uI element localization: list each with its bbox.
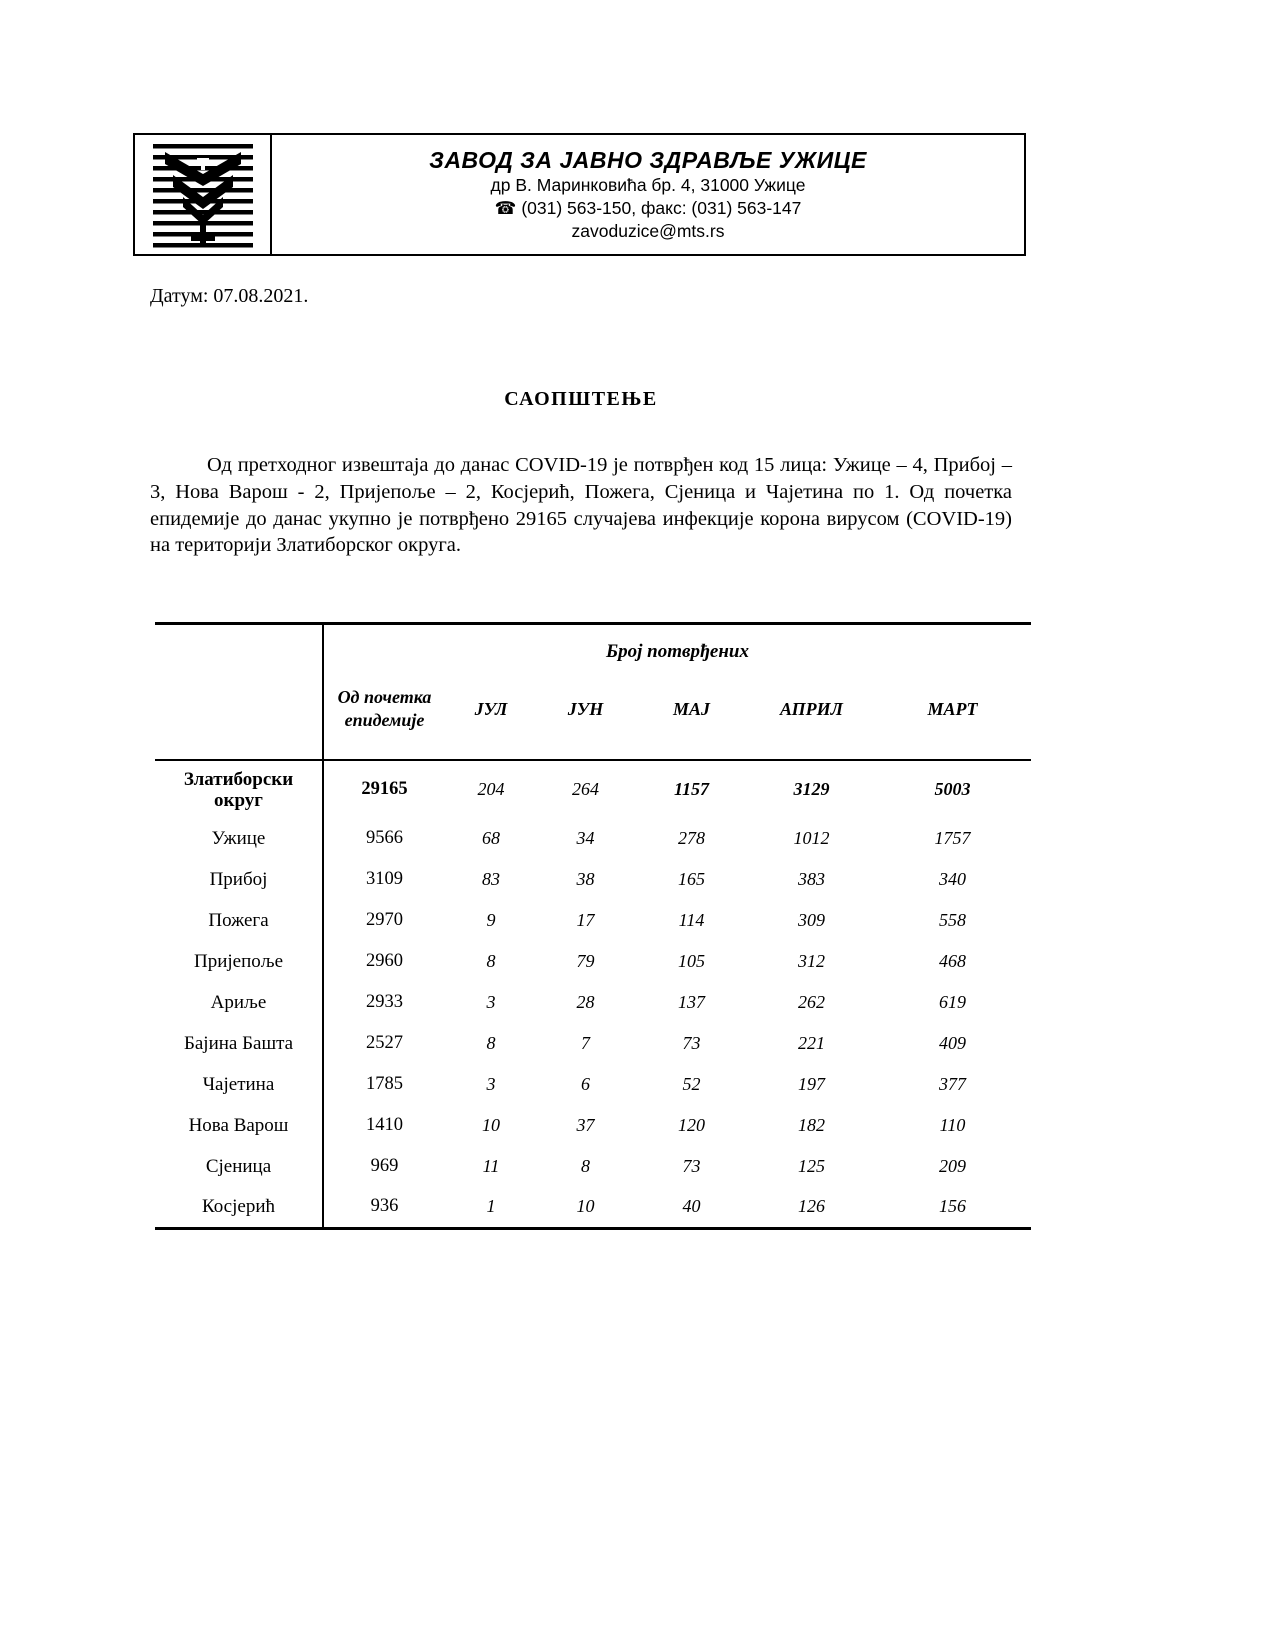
case-count-cell: 936 (370, 1196, 399, 1217)
case-count-cell: 8 (581, 1156, 590, 1176)
municipality-label: Пожега (155, 900, 323, 941)
case-count-cell: 114 (678, 910, 705, 930)
municipality-label: Ужице (155, 818, 323, 859)
case-count-cell: 38 (576, 869, 595, 889)
municipality-label: Прибој (155, 859, 323, 900)
case-count-cell: 1157 (673, 779, 709, 799)
case-count-cell: 165 (678, 869, 705, 889)
case-count-cell: 278 (678, 828, 705, 848)
case-count-cell: 204 (477, 779, 505, 799)
institute-email: zavoduzice@mts.rs (571, 221, 725, 241)
case-count-cell: 2527 (366, 1033, 403, 1053)
municipality-label: Бајина Башта (155, 1023, 323, 1064)
case-count-cell: 2933 (366, 992, 403, 1012)
case-count-cell: 68 (482, 828, 500, 848)
group-header-row (155, 624, 1031, 666)
table-row (155, 818, 1031, 859)
municipality-label: Ариље (155, 982, 323, 1023)
logo-cell (135, 135, 272, 254)
case-count-cell: 17 (576, 910, 595, 930)
case-count-cell: 197 (798, 1074, 825, 1094)
column-header: Од почетка епидемије (323, 665, 445, 760)
table-row (155, 1023, 1031, 1064)
case-count-cell: 120 (678, 1115, 705, 1135)
case-count-cell: 52 (682, 1074, 701, 1094)
case-count-cell: 312 (798, 951, 825, 971)
table-row (155, 1105, 1031, 1146)
municipality-label: Златиборски округ (155, 760, 323, 818)
case-count-cell: 28 (576, 992, 595, 1012)
column-header: ЈУН (537, 665, 634, 760)
table-row (155, 1064, 1031, 1105)
case-count-cell: 8 (486, 1033, 496, 1053)
case-count-cell: 3 (486, 1074, 496, 1094)
case-count-cell: 40 (682, 1196, 701, 1217)
case-count-cell: 309 (798, 910, 825, 930)
case-count-cell: 1785 (366, 1074, 403, 1094)
case-count-cell: 558 (939, 910, 966, 930)
institute-phone: (031) 563-150, факс: (031) 563-147 (521, 198, 802, 218)
case-count-cell: 262 (798, 992, 825, 1012)
case-count-cell: 73 (682, 1156, 701, 1176)
case-count-cell: 125 (798, 1156, 825, 1176)
municipality-label: Косјерић (155, 1187, 323, 1228)
announcement-title: САОПШТЕЊЕ (504, 388, 658, 410)
case-count-cell: 9566 (366, 828, 403, 848)
case-count-cell: 6 (581, 1074, 590, 1094)
case-count-cell: 9 (486, 910, 496, 930)
letterhead-text (272, 135, 1024, 254)
table-row (155, 1146, 1031, 1187)
case-count-cell: 468 (939, 951, 966, 971)
case-count-cell: 209 (939, 1156, 966, 1176)
letterhead (133, 133, 1026, 256)
case-count-cell: 409 (939, 1033, 966, 1053)
case-count-cell: 137 (678, 992, 705, 1012)
case-count-cell: 969 (370, 1156, 399, 1176)
case-count-cell: 221 (798, 1033, 825, 1053)
case-count-cell: 1 (486, 1196, 496, 1217)
column-header: МАРТ (874, 665, 1031, 760)
case-count-cell: 110 (939, 1115, 966, 1135)
case-count-cell: 10 (482, 1115, 500, 1135)
case-count-cell: 37 (576, 1115, 595, 1135)
case-count-cell: 1012 (793, 828, 830, 848)
table-row (155, 859, 1031, 900)
case-count-cell: 83 (482, 869, 500, 889)
case-count-cell: 156 (939, 1196, 966, 1217)
municipality-label: Чајетина (155, 1064, 323, 1105)
case-count-cell: 73 (682, 1033, 701, 1053)
case-count-cell: 1757 (934, 828, 971, 848)
case-count-cell: 340 (939, 869, 966, 889)
case-count-cell: 5003 (934, 779, 971, 799)
institute-logo-icon (150, 142, 256, 256)
case-count-cell: 619 (939, 992, 966, 1012)
table-row (155, 900, 1031, 941)
case-count-cell: 8 (486, 951, 496, 971)
case-count-cell: 11 (482, 1156, 500, 1176)
case-count-cell: 383 (798, 869, 825, 889)
telephone-icon: ☎ (494, 198, 517, 218)
case-count-cell: 3109 (366, 869, 403, 889)
corner-cell (155, 624, 323, 761)
institute-phone-line (272, 197, 1024, 220)
municipality-label: Нова Варош (155, 1105, 323, 1146)
table-row (155, 941, 1031, 982)
case-count-cell: 3 (486, 992, 496, 1012)
covid-cases-table (155, 622, 1031, 1230)
case-count-cell: 2960 (366, 951, 403, 971)
case-count-cell: 1410 (366, 1115, 403, 1135)
group-header-cell: Број потврђених (606, 641, 749, 662)
column-header: ЈУЛ (445, 665, 537, 760)
municipality-label: Сјеница (155, 1146, 323, 1187)
case-count-cell: 79 (576, 951, 595, 971)
case-count-cell: 126 (798, 1196, 825, 1217)
table-header (155, 624, 1031, 761)
case-count-cell: 105 (678, 951, 705, 971)
case-count-cell: 29165 (361, 779, 408, 799)
case-count-cell: 2970 (366, 910, 403, 930)
table-body (155, 760, 1031, 1228)
municipality-label: Пријепоље (155, 941, 323, 982)
case-count-cell: 264 (572, 779, 599, 799)
column-header: АПРИЛ (749, 665, 874, 760)
case-count-cell: 7 (581, 1033, 590, 1053)
table-row (155, 760, 1031, 818)
case-count-cell: 10 (576, 1196, 595, 1217)
date-line: Датум: 07.08.2021. (150, 285, 309, 307)
table-row (155, 982, 1031, 1023)
case-count-cell: 182 (798, 1115, 825, 1135)
case-count-cell: 3129 (793, 779, 830, 799)
case-count-cell: 377 (939, 1074, 966, 1094)
column-header: МАЈ (634, 665, 749, 760)
case-count-cell: 34 (576, 828, 595, 848)
institute-address: др В. Маринковића бр. 4, 31000 Ужице (490, 175, 806, 195)
body-paragraph: Од претходног извештаја до данас COVID-19 је потврђен код 15 лица: Ужице – 4, Прибој – 3, Нова Варош - 2, Пријепоље – 2, Косјерић, Пожега, Сјеница и Чајетина по 1. Од почетка епидемије до данас укупно је потврђено 29165 случајева инфекције корона вирусом (COVID-19) на територији Златиборског округа. (150, 454, 1012, 557)
institute-name: ЗАВОД ЗА ЈАВНО ЗДРАВЉЕ УЖИЦЕ (429, 147, 867, 173)
table-row (155, 1187, 1031, 1228)
